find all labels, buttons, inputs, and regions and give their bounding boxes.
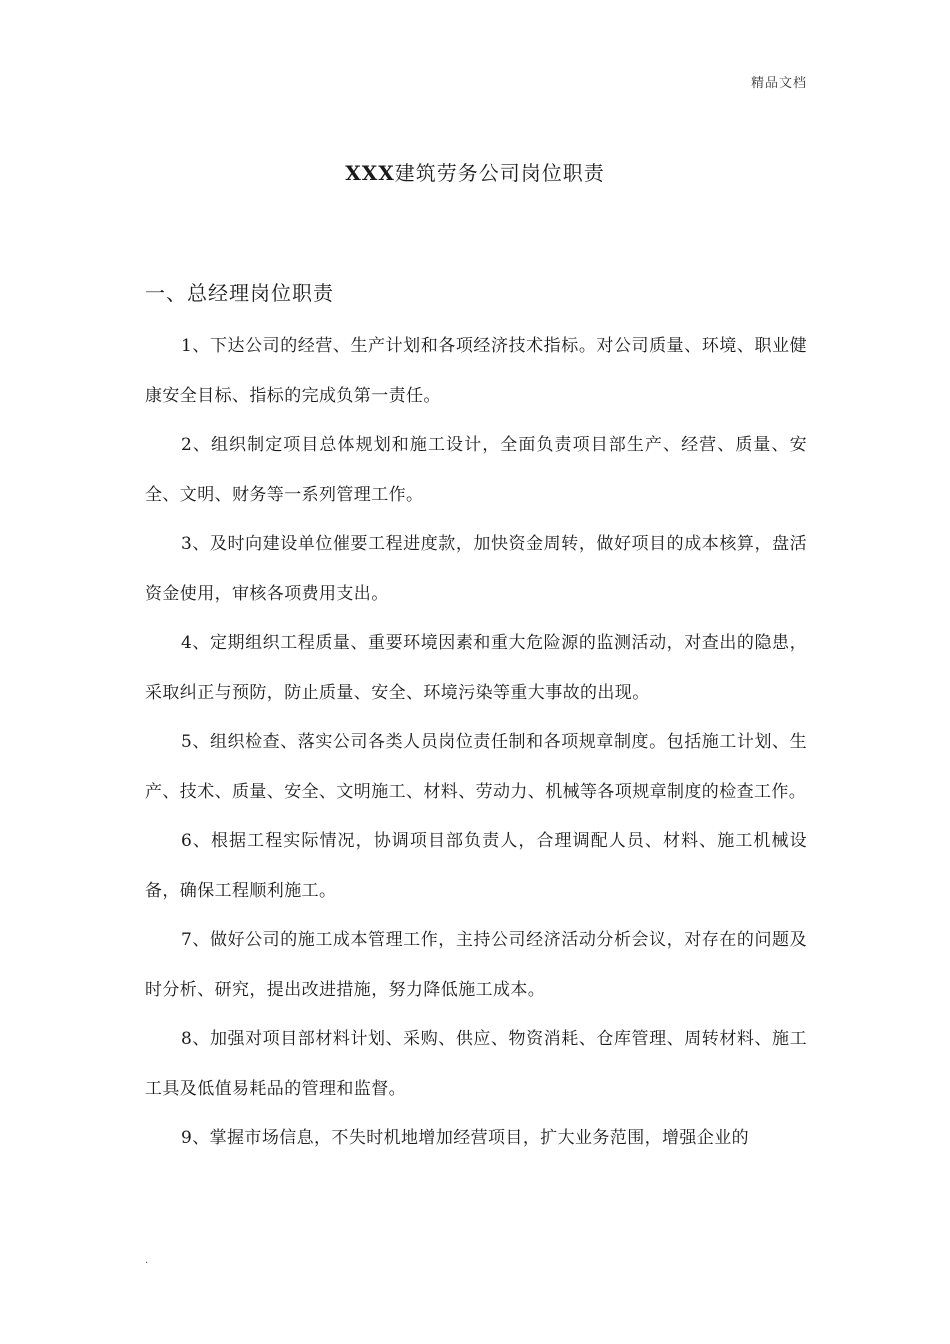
duty-item-2: 2、组织制定项目总体规划和施工设计，全面负责项目部生产、经营、质量、安全、文明、财务等一系列管理工作。 xyxy=(145,435,807,505)
document-title xyxy=(0,157,950,186)
footer-mark: . xyxy=(145,1255,149,1266)
duty-item-9: 9、掌握市场信息，不失时机地增加经营项目，扩大业务范围，增强企业的 xyxy=(181,1128,750,1148)
section-heading: 一、总经理岗位职责 xyxy=(145,281,334,305)
duty-item-6: 6、根据工程实际情况，协调项目部负责人，合理调配人员、材料、施工机械设备，确保工程顺利施工。 xyxy=(145,831,807,901)
duty-item-4: 4、定期组织工程质量、重要环境因素和重大危险源的监测活动，对查出的隐患，采取纠正与预防，防止质量、安全、环境污染等重大事故的出现。 xyxy=(145,633,807,703)
title-prefix: XXX xyxy=(345,161,395,185)
title-text: 建筑劳务公司岗位职责 xyxy=(394,161,605,185)
duty-item-1: 1、下达公司的经营、生产计划和各项经济技术指标。对公司质量、环境、职业健康安全目标、指标的完成负第一责任。 xyxy=(145,336,807,406)
duty-list xyxy=(145,322,807,1164)
header-mark: 精品文档 xyxy=(750,76,807,91)
duty-item-3: 3、及时向建设单位催要工程进度款，加快资金周转，做好项目的成本核算，盘活资金使用，审核各项费用支出。 xyxy=(145,534,807,604)
duty-item-5: 5、组织检查、落实公司各类人员岗位责任制和各项规章制度。包括施工计划、生产、技术、质量、安全、文明施工、材料、劳动力、机械等各项规章制度的检查工作。 xyxy=(145,732,807,802)
duty-item-8: 8、加强对项目部材料计划、采购、供应、物资消耗、仓库管理、周转材料、施工工具及低值易耗品的管理和监督。 xyxy=(145,1029,807,1099)
duty-item-7: 7、做好公司的施工成本管理工作，主持公司经济活动分析会议，对存在的问题及时分析、研究，提出改进措施，努力降低施工成本。 xyxy=(145,930,807,1000)
